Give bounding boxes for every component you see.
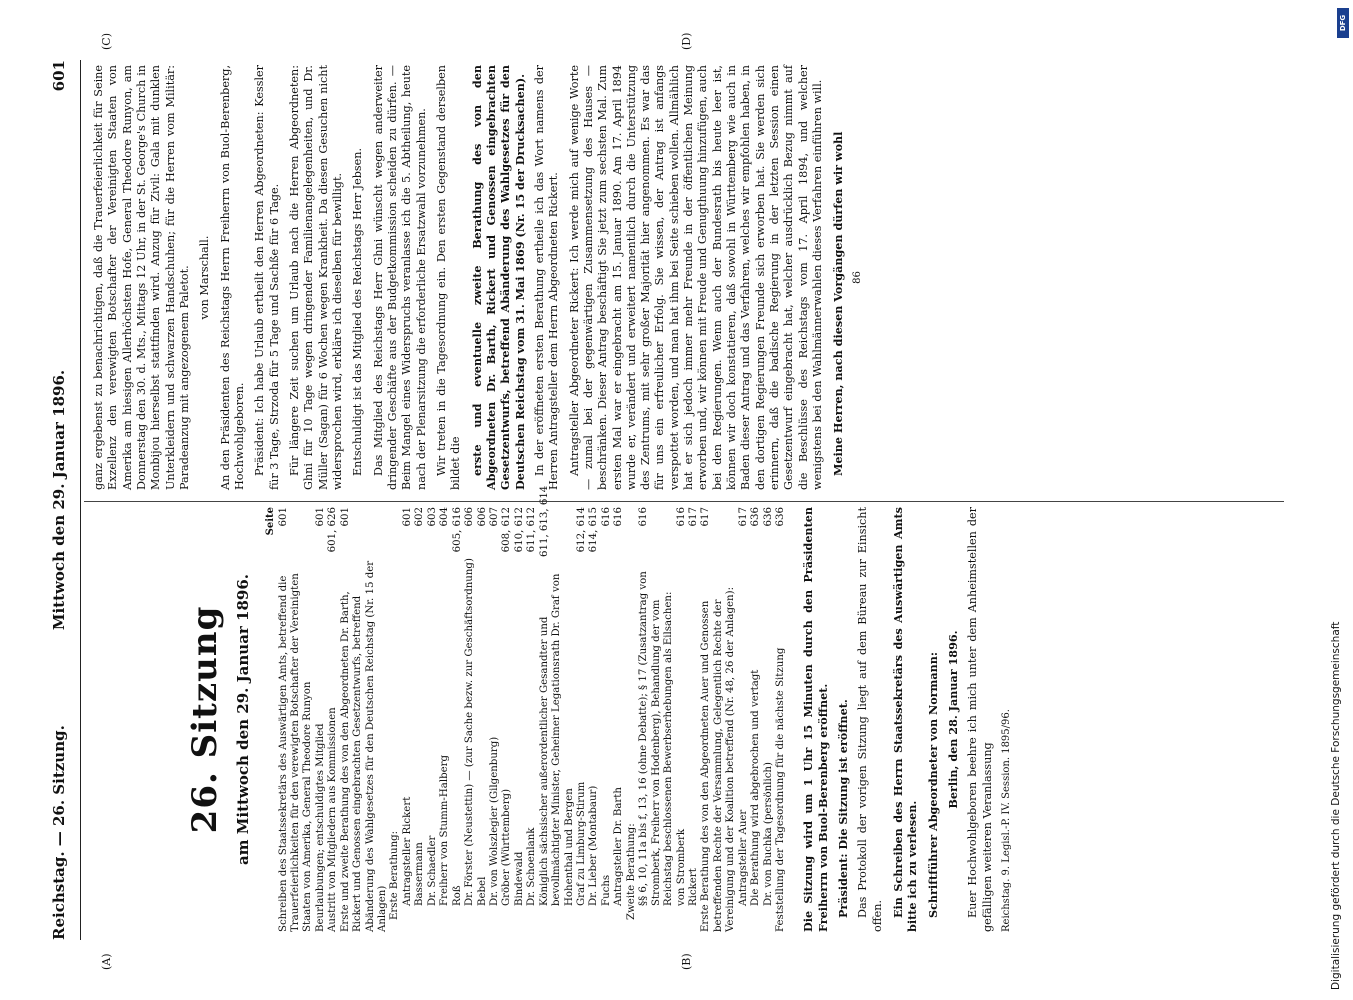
toc-entry: Graf zu Limburg-Stirum xyxy=(576,781,587,906)
toc-page: 617 xyxy=(700,507,712,527)
toc-entry: Roß xyxy=(451,885,463,906)
paragraph: Entschuldigt ist das Mitglied des Reichstags Herr Jebsen. xyxy=(351,147,365,476)
paragraph: Die Sitzung wird um 1 Uhr 15 Minuten durch den Präsidenten Freiherrn von Buol-Berenberg eröffnet. xyxy=(801,507,830,932)
margin-mark-a: (A) xyxy=(100,953,113,970)
toc-row xyxy=(489,507,501,932)
toc-row xyxy=(439,507,451,932)
toc-entry: Dr. von Wolszlegier (Gilgenburg) xyxy=(488,736,500,906)
toc-entry: Bebel xyxy=(476,876,488,906)
toc-page: 608, 612 xyxy=(501,507,513,553)
paragraph: Schriftführer Abgeordneter von Normann: xyxy=(925,651,940,918)
toc-entry: Zweite Berathung: xyxy=(625,823,637,920)
toc-page: 603 xyxy=(426,507,438,527)
toc-page: 636 xyxy=(750,507,762,527)
margin-mark-c: (C) xyxy=(100,33,113,50)
left-footer: Reichstag. 9. Legisl.-P. IV. Session. 1895/96. xyxy=(1001,709,1013,932)
toc-entry: Bindewald xyxy=(513,851,525,906)
toc-row xyxy=(427,507,439,932)
paragraph: An den Präsidenten des Reichstags Herrn Freiherrn von Buol-Berenberg, Hochwohlgeboren. xyxy=(218,65,246,490)
running-head xyxy=(50,60,80,940)
toc-row xyxy=(464,507,476,932)
right-column xyxy=(92,65,865,490)
toc-row xyxy=(514,507,526,932)
toc-entry: Feststellung der Tagesordnung für die nächste Sitzung xyxy=(775,647,786,932)
toc-entry: Königlich sächsischer außerordentlicher Gesandter und bevollmächtigter Minister, Geheimer Legationsrath Dr. Graf von Hohenthal und Bergen xyxy=(538,573,575,906)
toc-row xyxy=(638,507,675,932)
toc-row xyxy=(626,507,638,932)
toc-row xyxy=(501,507,513,932)
toc-page: 611, 613, 614 xyxy=(538,485,550,557)
toc-page: 612, 614 xyxy=(576,507,587,553)
toc-row xyxy=(402,507,414,932)
toc-entry: Dr. von Buchka (persönlich) xyxy=(762,762,774,906)
toc-entry: Antragsteller Rickert xyxy=(401,796,413,906)
toc-row xyxy=(389,507,401,932)
toc-page: 616 xyxy=(613,507,625,527)
toc-row xyxy=(414,507,426,932)
paragraph: Berlin, den 28. Januar 1896. xyxy=(946,630,961,809)
toc-entry: Antragsteller Auer xyxy=(737,809,749,906)
toc-entry: Dr. Lieber (Montabaur) xyxy=(588,785,600,906)
paragraph: Antragsteller Abgeordneter Rickert: Ich werde mich auf wenige Worte — zumal bei der gegenwärtigen Zusammensetzung des Hauses — beschränken. Dieser Antrag beschäftigt Sie jetzt zum sechsten Mal. Zum ersten Mal war er eingebracht am 15. Januar 1890. Am 17. April 1894 wurde er, verändert und erweitert namentlich durch die Unterstützung des Zentrums, mit sehr großer Majorität hier angenommen. Es war das für uns ein erfreulicher Erfolg. Sie wissen, der Antrag ist anfangs verspottet worden, und man hat ihm bei Seite schieben wollen. Allmählich hat er sich jedoch immer mehr Freunde in der öffentlichen Meinung erworben und, wir können mit Freude und Genugthuung hinzufügen, auch bei den Regierungen. Wenn auch der Bundesrath bis heute leer ist, können wir doch konstatieren, daß sowohl in Württemberg wie auch in Baden dieser Antrag und das Verfahren, welches wir empfohlen haben, in den dortigen Regierungen Freunde sich erworben hat. Sie werden sich erinnern, daß die badische Regierung in der letzten Session einen Gesetzentwurf eingebracht hat, welcher ausdrücklich Bezug nimmt auf die Beschlüsse des Reichstags vom 17. April 1894, und welcher wenigstens bei den Wahlmännerwahlen dieses Verfahren einführen will. xyxy=(567,65,825,490)
header-rule xyxy=(80,60,81,940)
header-left: Reichstag. — 26. Sitzung. xyxy=(50,725,68,940)
toc-entry: Dr. Schaedler xyxy=(426,835,438,906)
toc-entry: Dr. Förster (Neustettin) — (zur Sache bezw. zur Geschäftsordnung) xyxy=(464,558,476,906)
toc-entry: Beurlaubungen; entschuldigtes Mitglied xyxy=(314,723,326,932)
toc-entry: Schreiben des Staatssekretärs des Auswärtigen Amts, betreffend die Trauerfeierlichkeiten für den verewigten Botschafter der Vereinigten Staaten von Amerika, General Theodore Runyon xyxy=(277,573,314,932)
toc-row xyxy=(576,507,588,932)
toc-row xyxy=(613,507,625,932)
toc-row xyxy=(315,507,327,932)
toc-entry: Rickert xyxy=(687,868,699,906)
paragraph: Euer Hochwohlgeboren beehre ich mich unter dem Anheimstellen der gefälligen weiteren Veranlassung xyxy=(966,507,994,932)
right-body xyxy=(92,65,846,490)
toc-row xyxy=(676,507,688,932)
toc-page: 601 xyxy=(314,507,326,527)
toc-page: 601 xyxy=(277,507,289,527)
left-body xyxy=(801,507,995,932)
header-date: Mittwoch den 29. Januar 1896. xyxy=(50,369,68,631)
paragraph: In der eröffneten ersten Berathung ertheile ich das Wort namens der Herren Antragsteller dem Herrn Abgeordneten Rickert. xyxy=(532,65,561,490)
toc-entry: Dr. Schoenlank xyxy=(526,827,538,906)
toc-row xyxy=(750,507,762,932)
toc-page: 601 xyxy=(401,507,413,527)
toc-page: 611, 612 xyxy=(526,507,538,553)
toc-page: 606 xyxy=(464,507,476,527)
table-of-contents xyxy=(277,485,788,932)
toc-entry: Erste Berathung des von den Abgeordneten Auer und Genossen betreffenden Rechte der Versammlung, Gelegentlich Rechte der Vereinigung und der Koalition betreffend (Nr. 48, 26 der Anlagen): xyxy=(700,586,737,932)
margin-mark-b: (B) xyxy=(680,953,693,970)
paragraph: Wir treten in die Tagesordnung ein. Den ersten Gegenstand derselben bildet die xyxy=(434,65,463,490)
toc-page xyxy=(626,507,638,557)
toc-entry: Antragsteller Dr. Barth xyxy=(613,787,625,906)
toc-entry: Freiherr von Stumm-Halberg xyxy=(439,754,451,906)
right-footer: 86 xyxy=(851,271,863,284)
toc-page: 602 xyxy=(414,507,426,527)
paragraph: erste und eventuelle zweite Berathung des von den Abgeordneten Dr. Barth, Rickert und Genossen eingebrachten Gesetzentwurfs, betreffend Abänderung des Wahlgesetzes für den Deutschen Reichstag vom 31. Mai 1869 (Nr. 15 der Drucksachen). xyxy=(469,65,527,490)
toc-page: 607 xyxy=(488,507,500,527)
toc-entry: Gröber (Württemberg) xyxy=(501,788,513,906)
paragraph: von Marschall. xyxy=(198,235,212,320)
toc-row xyxy=(588,507,600,932)
toc-page: 617 xyxy=(737,507,749,527)
toc-row xyxy=(327,507,339,932)
toc-entry: §§ 6, 10, 11a bis f, 13, 16 (ohne Debatte); § 17 (Zusatzantrag von Stromberk, Freiherr von Hodenberg), Behandlung der vom Reichstag beschlossenen Bewerbserhebungen als Eilsachen: xyxy=(638,571,675,906)
page-number: 601 xyxy=(50,60,68,92)
toc-entry: Erste und zweite Berathung des von den Abgeordneten Dr. Barth, Rickert und Genossen eingebrachten Gesetzentwurfs, betreffend Abänderung des Wahlgesetzes für den Deutschen Reichstag (Nr. 15 der Anlagen) xyxy=(339,560,388,932)
toc-row xyxy=(452,507,464,932)
paragraph: ganz ergebenst zu benachrichtigen, daß die Trauerfeierlichkeit für Seine Exzellenz den verewigten Botschafter der Vereinigten Staaten von Amerika am hiesigen Allerhöchsten Hofe, General Theodore Runyon, am Donnerstag den 30. d. Mts., Mittags 12 Uhr, in der St. George's Church in Monbijou hierselbst stattfinden wird. Anzug für Zivil: Gala mit dunklen Unterkleidern und schwarzen Handschuhen; für die Herren vom Militär: Paradeanzug mit angezogenem Paletot. xyxy=(92,65,191,490)
toc-row xyxy=(775,507,787,932)
paragraph: Präsident: Die Sitzung ist eröffnet. xyxy=(836,699,851,918)
toc-entry: Fuchs xyxy=(600,874,612,906)
left-column xyxy=(92,485,1014,932)
toc-page: 601 xyxy=(339,507,351,527)
toc-page: 636 xyxy=(762,507,774,527)
toc-seite-label: Seite xyxy=(264,507,276,536)
toc-entry: Bassermann xyxy=(414,842,426,906)
sitting-date: am Mittwoch den 29. Januar 1896. xyxy=(233,573,252,866)
toc-page: 604 xyxy=(439,507,451,527)
toc-page: 601, 626 xyxy=(327,507,339,553)
toc-page: 616 xyxy=(638,507,650,527)
toc-row xyxy=(278,507,315,932)
toc-row xyxy=(601,507,613,932)
toc-page: 614, 615 xyxy=(588,507,600,553)
paragraph: Für längere Zeit suchen um Urlaub nach die Herren Abgeordneten: Ghni für 10 Tage wegen dringender Familienangelegenheiten, und Dr. Müller (Sagan) für 6 Wochen wegen Krankheit. Da diesen Gesuchen nicht widersprochen wird, erkläre ich dieselben für bewilligt. xyxy=(287,65,344,490)
toc-entry: Erste Berathung: xyxy=(389,830,401,920)
paragraph: Ein Schreiben des Herrn Staatssekretärs des Auswärtigen Amts bitte ich zu verlesen. xyxy=(891,507,920,932)
column-divider xyxy=(84,501,1284,502)
toc-row xyxy=(340,507,390,932)
toc-page: 617 xyxy=(687,507,699,527)
margin-mark-d: (D) xyxy=(680,32,693,50)
toc-page: 616 xyxy=(675,507,687,527)
toc-row xyxy=(688,507,700,932)
toc-entry: Die Berathung wird abgebrochen und vertagt xyxy=(750,669,762,906)
toc-entry: Austritt von Mitgliedern aus Kommissionen xyxy=(327,707,339,932)
toc-row xyxy=(477,507,489,932)
toc-entry: von Stromberk xyxy=(675,828,687,906)
paragraph: Meine Herren, nach diesen Vorgängen dürfen wir wohl xyxy=(831,131,846,476)
toc-page xyxy=(389,507,401,557)
paragraph: Präsident: Ich habe Urlaub ertheilt den Herren Abgeordneten: Kessler für 3 Tage, Strzoda für 5 Tage und Sachße für 6 Tage. xyxy=(253,65,281,490)
sitting-title: 26. Sitzung xyxy=(185,605,225,834)
toc-page: 616 xyxy=(600,507,612,527)
toc-row xyxy=(526,507,538,932)
toc-row xyxy=(763,507,775,932)
dfg-logo: DFG xyxy=(1337,8,1349,38)
toc-row xyxy=(700,507,737,932)
toc-row xyxy=(538,485,576,932)
paragraph: Das Mitglied des Reichstags Herr Ghni wünscht wegen anderweiter dringender Geschäfte aus der Budgetkommission scheiden zu dürfen. — Beim Mangel eines Widerspruchs veranlasse ich die 5. Abtheilung, heute nach der Plenarsitzung die erforderliche Ersatzwahl vorzunehmen. xyxy=(371,65,428,490)
toc-row xyxy=(738,507,750,932)
digitization-credit: Digitalisierung gefördert durch die Deutsche Forschungsgemeinschaft xyxy=(1330,621,1342,990)
paragraph: Das Protokoll der vorigen Sitzung liegt auf dem Büreau zur Einsicht offen. xyxy=(856,507,884,932)
toc-page: 610, 612 xyxy=(513,507,525,553)
toc-page: 605, 616 xyxy=(451,507,463,553)
toc-page: 606 xyxy=(476,507,488,527)
toc-page: 636 xyxy=(775,507,786,527)
